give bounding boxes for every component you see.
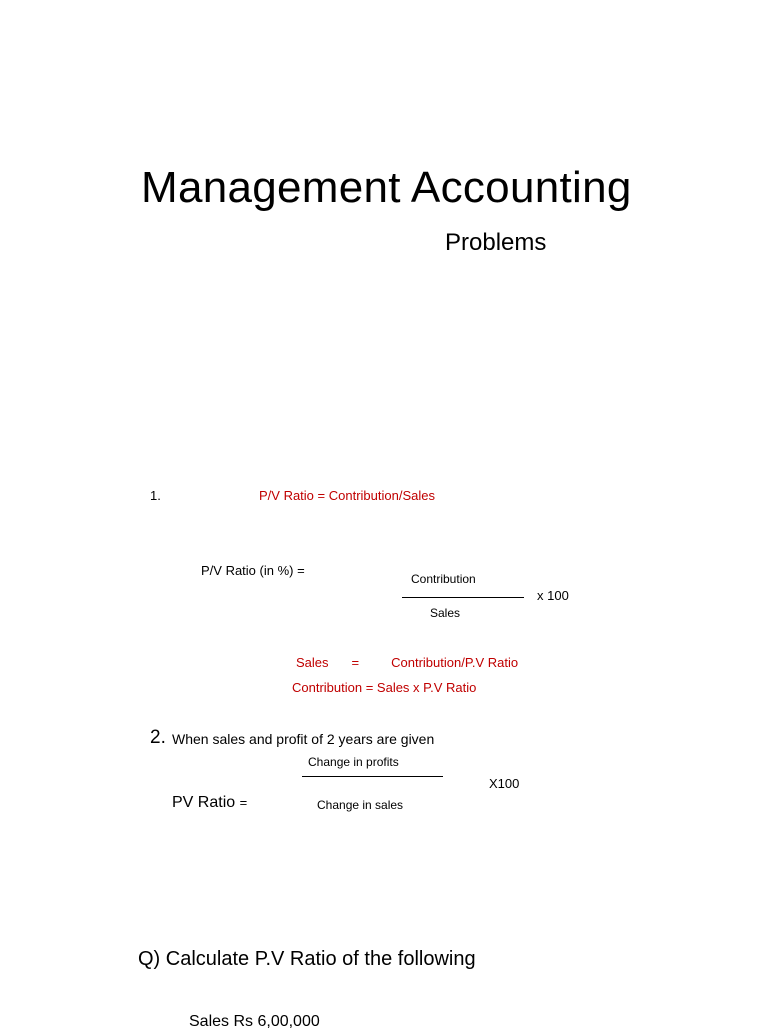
sales-formula (296, 655, 518, 670)
item-2-number: 2. (150, 727, 166, 748)
pv-ratio-label-2 (172, 794, 247, 812)
page-title: Management Accounting (141, 163, 632, 212)
fraction-denominator-change-in-sales: Change in sales (317, 798, 404, 812)
sales-formula-rhs: Contribution/P.V Ratio (391, 655, 519, 670)
fraction-numerator-change-in-profits: Change in profits (308, 755, 399, 769)
sales-formula-eq: = (351, 655, 360, 670)
fraction-denominator-sales: Sales (430, 606, 461, 620)
multiplier-100: x 100 (537, 588, 569, 603)
fraction-line-2 (302, 776, 443, 777)
sales-formula-lhs: Sales (296, 655, 329, 670)
page-subtitle: Problems (445, 229, 547, 256)
question-heading: Q) Calculate P.V Ratio of the following (138, 948, 476, 970)
pv-ratio-eq: = (239, 795, 248, 810)
contribution-formula: Contribution = Sales x P.V Ratio (292, 680, 477, 695)
multiplier-100-2: X100 (489, 776, 520, 791)
pv-ratio-lhs: PV Ratio (172, 794, 236, 811)
pv-percent-label: P/V Ratio (in %) = (201, 563, 305, 578)
item-1-number: 1. (150, 488, 161, 503)
fraction-numerator-contribution: Contribution (411, 572, 476, 586)
pv-ratio-definition: P/V Ratio = Contribution/Sales (259, 488, 435, 503)
fraction-line (402, 597, 524, 598)
item-2-description: When sales and profit of 2 years are given (172, 731, 435, 747)
question-sales-line: Sales Rs 6,00,000 (189, 1013, 320, 1030)
